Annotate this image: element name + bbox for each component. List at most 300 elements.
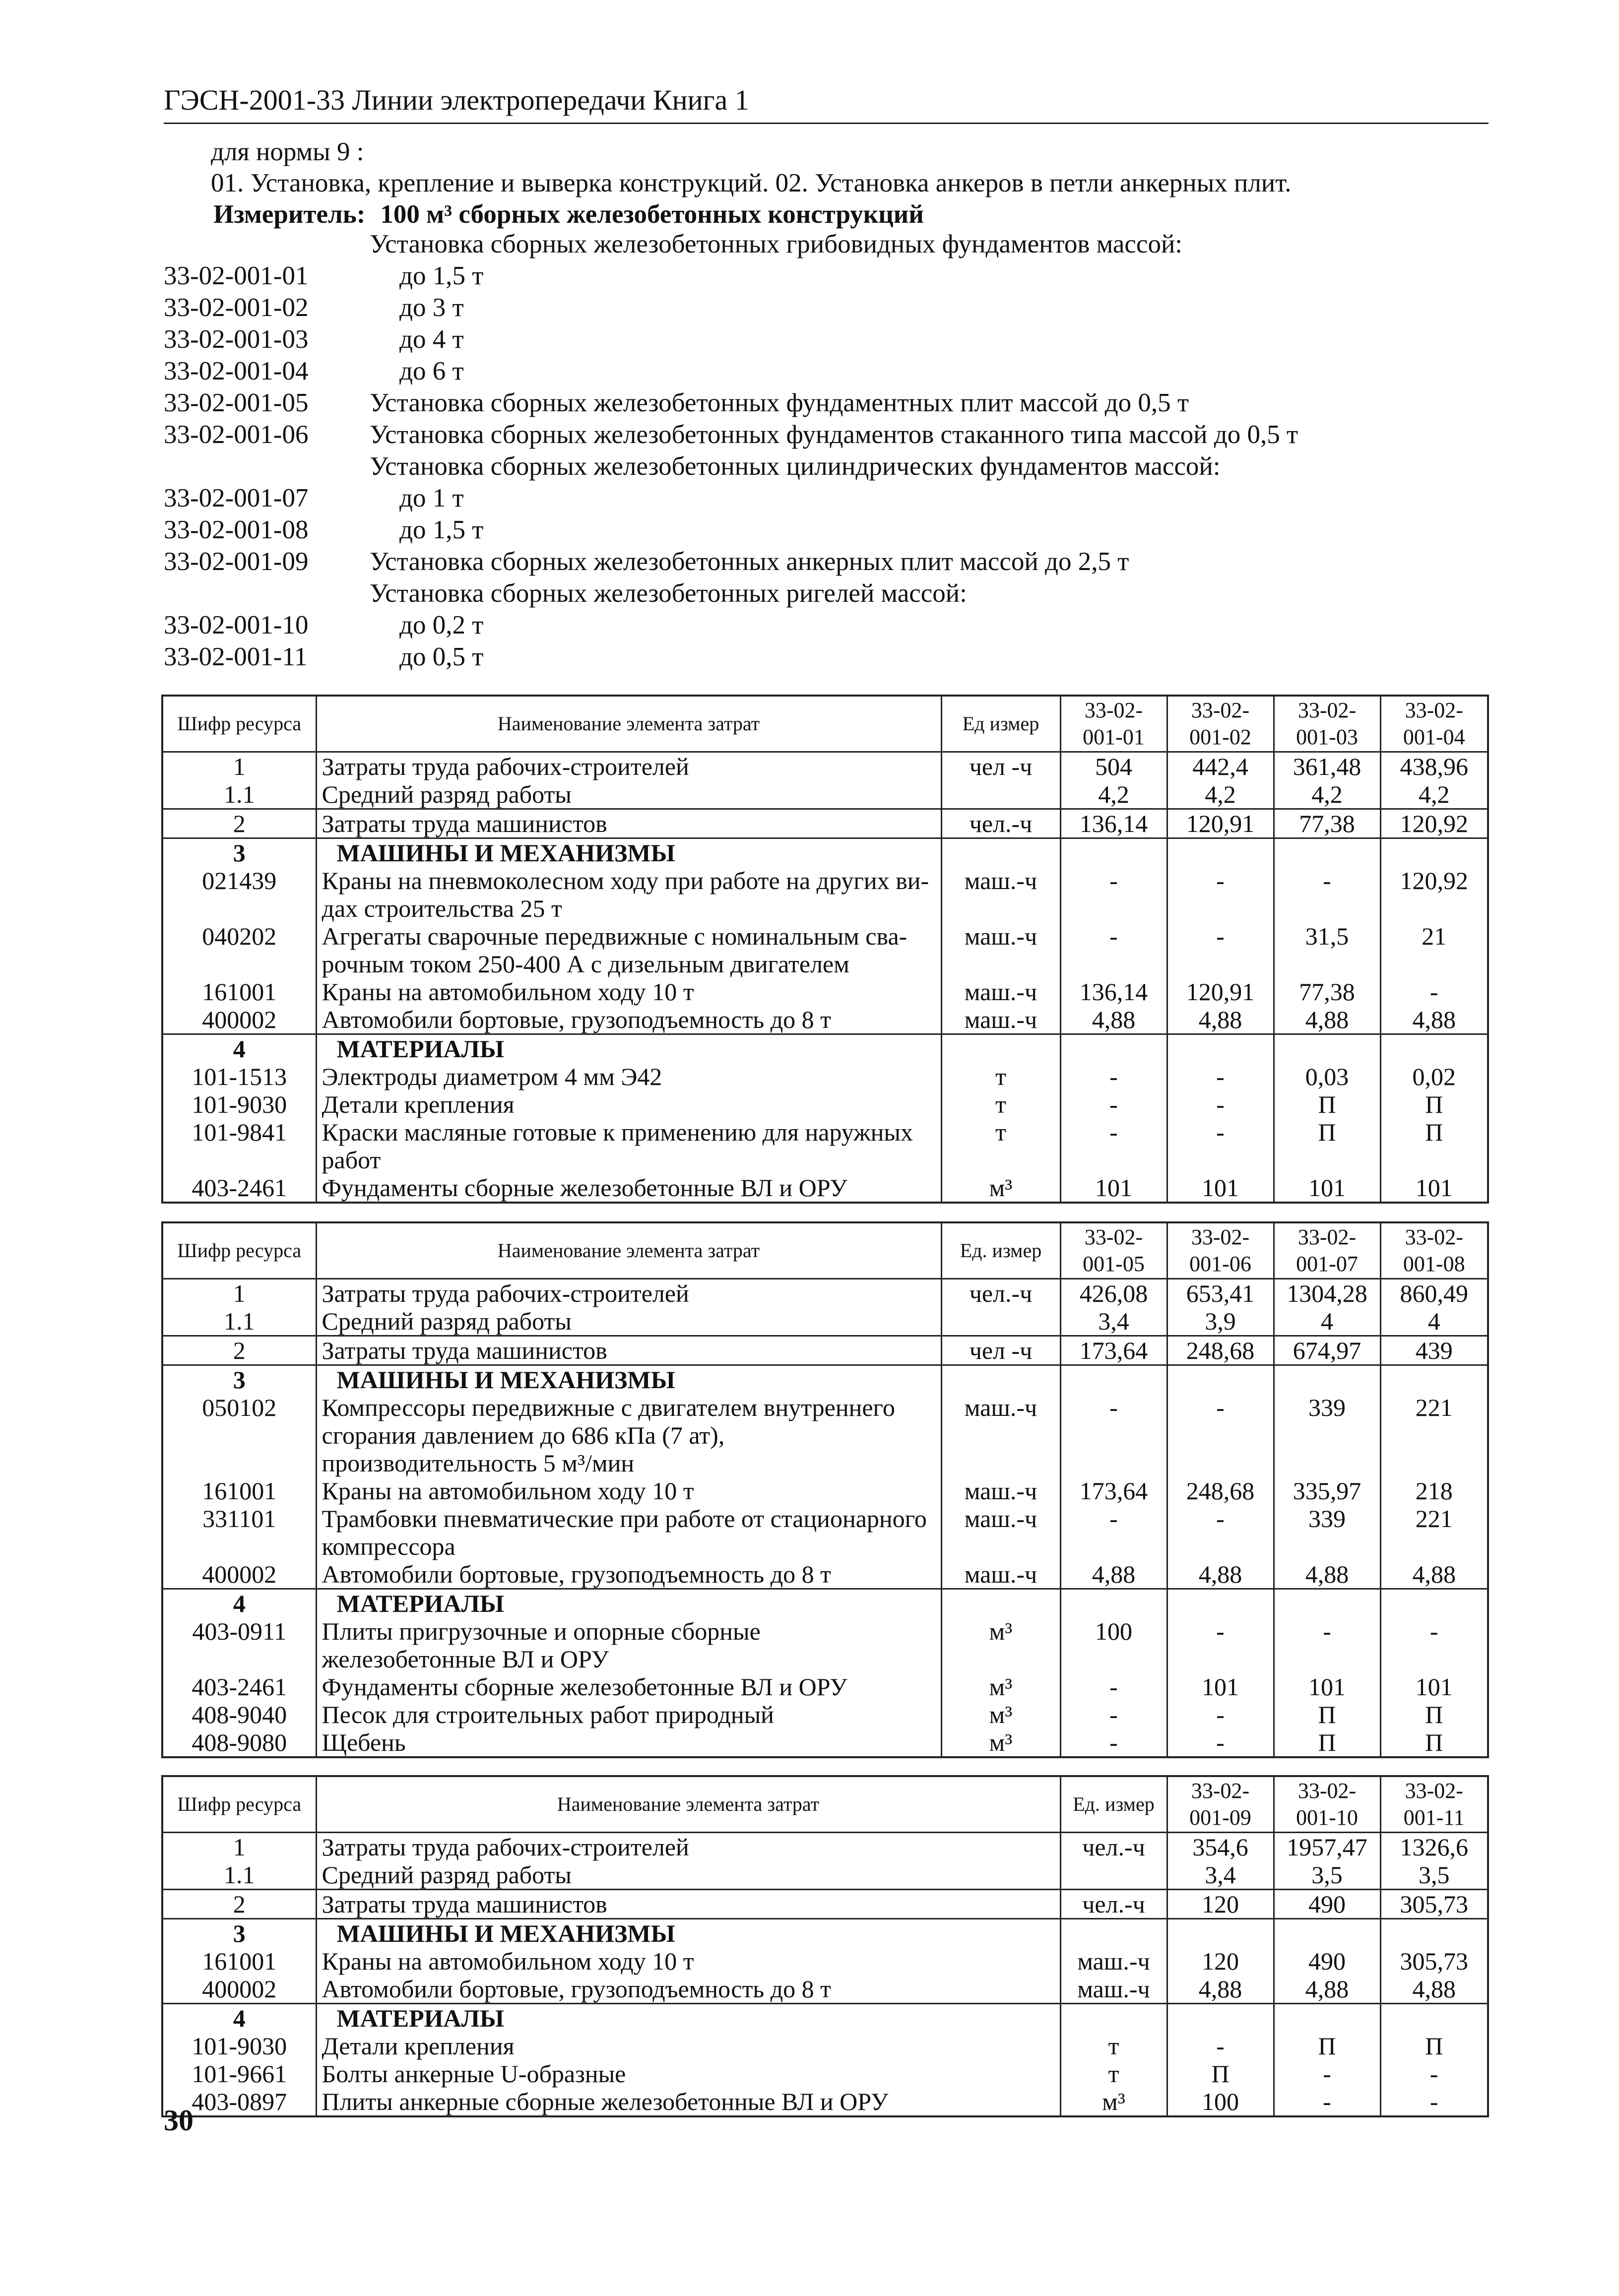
- table-row: [162, 1617, 1488, 1673]
- norm-value: П: [1274, 1118, 1380, 1174]
- resource-name: Автомобили бортовые, грузоподъемность до 8 т: [316, 1006, 941, 1034]
- resource-unit: [941, 838, 1060, 867]
- page-header: ГЭСН-2001-33 Линии электропередачи Книга 1: [164, 83, 1489, 124]
- resource-unit: маш.-ч: [1060, 1947, 1167, 1975]
- norm-value: -: [1380, 1617, 1488, 1673]
- norm-value: [1380, 1034, 1488, 1063]
- table-row: [162, 1589, 1488, 1618]
- norm-value: 120,91: [1167, 809, 1274, 838]
- table-row: [162, 1063, 1488, 1090]
- norm-value: 173,64: [1060, 1477, 1167, 1505]
- norm-value: 100: [1060, 1617, 1167, 1673]
- resource-unit: маш.-ч: [1060, 1975, 1167, 2004]
- norm-value: П: [1380, 1118, 1488, 1174]
- norm-value: П: [1167, 2060, 1274, 2088]
- resource-code: 403-0897: [162, 2088, 316, 2116]
- header-norm-column: 33-02-001-10: [1274, 1776, 1380, 1833]
- norm-value: -: [1060, 1505, 1167, 1560]
- header-norm-column: 33-02-001-11: [1380, 1776, 1488, 1833]
- norm-value: -: [1060, 1063, 1167, 1090]
- resource-code: 1: [162, 752, 316, 781]
- table-row: [162, 752, 1488, 781]
- table-row: [162, 1975, 1488, 2004]
- resource-unit: [941, 1589, 1060, 1618]
- resource-name: Фундаменты сборные железобетонные ВЛ и ОРУ: [316, 1174, 941, 1203]
- resource-code: 400002: [162, 1006, 316, 1034]
- norm-value: 1326,6: [1380, 1833, 1488, 1861]
- norm-code-row: [164, 609, 1503, 641]
- table-row: [162, 1307, 1488, 1336]
- table-row: [162, 2060, 1488, 2088]
- table-row: [162, 1006, 1488, 1034]
- norm-value: 860,49: [1380, 1279, 1488, 1308]
- table-row: [162, 1365, 1488, 1394]
- resource-unit: маш.-ч: [941, 1006, 1060, 1034]
- norm-code-row: [164, 228, 1503, 260]
- resource-name: Затраты труда машинистов: [316, 1336, 941, 1365]
- norm-value: П: [1274, 1728, 1380, 1757]
- norm-value: [1274, 1365, 1380, 1394]
- norm-value: -: [1060, 867, 1167, 922]
- resource-name: Средний разряд работы: [316, 780, 941, 809]
- norm-code-row: [164, 641, 1503, 673]
- norm-value: -: [1167, 922, 1274, 978]
- norm-value: [1274, 1919, 1380, 1948]
- header-unit: Ед. измер: [1060, 1776, 1167, 1833]
- resource-code: 161001: [162, 1477, 316, 1505]
- norm-code-row: [164, 387, 1503, 419]
- norm-value: 4: [1380, 1307, 1488, 1336]
- norm-value: [1060, 1365, 1167, 1394]
- norm-value: 442,4: [1167, 752, 1274, 781]
- resource-code: 2: [162, 1336, 316, 1365]
- resource-code: 403-2461: [162, 1174, 316, 1203]
- resource-unit: [1060, 1919, 1167, 1948]
- resource-name: Трамбовки пневматические при работе от стационарного компрессора: [316, 1505, 941, 1560]
- resource-name: Агрегаты сварочные передвижные с номинальным сва-рочным током 250-400 А с дизельным двигателем: [316, 922, 941, 978]
- norm-value: 439: [1380, 1336, 1488, 1365]
- norm-value: 4,2: [1380, 780, 1488, 809]
- table-row: [162, 1118, 1488, 1174]
- header-norm-column: 33-02-001-09: [1167, 1776, 1274, 1833]
- resource-code: 408-9040: [162, 1701, 316, 1728]
- norm-value: 438,96: [1380, 752, 1488, 781]
- resource-name: Затраты труда рабочих-строителей: [316, 1279, 941, 1308]
- table-header-row: [162, 1222, 1488, 1279]
- resource-unit: маш.-ч: [941, 1560, 1060, 1589]
- norm-value: 101: [1380, 1673, 1488, 1701]
- norm-value: 221: [1380, 1505, 1488, 1560]
- table-row: [162, 1174, 1488, 1203]
- table-row: [162, 1279, 1488, 1308]
- norm-description: до 4 т: [399, 325, 464, 354]
- resource-name: МАТЕРИАЛЫ: [316, 1589, 941, 1618]
- resource-name: Детали крепления: [316, 2032, 1060, 2060]
- table-row: [162, 1701, 1488, 1728]
- resource-name: Песок для строительных работ природный: [316, 1701, 941, 1728]
- norm-value: 4,88: [1060, 1006, 1167, 1034]
- intro-line-1: для нормы 9 :: [211, 137, 364, 166]
- resource-unit: чел.-ч: [941, 809, 1060, 838]
- norm-value: -: [1167, 1701, 1274, 1728]
- resource-name: МАШИНЫ И МЕХАНИЗМЫ: [316, 838, 941, 867]
- norm-code-row: [164, 482, 1503, 514]
- resource-name: Детали крепления: [316, 1090, 941, 1118]
- norm-code-list: [164, 228, 1503, 673]
- norm-description: до 0,5 т: [399, 642, 484, 671]
- norm-value: -: [1060, 1090, 1167, 1118]
- resource-unit: т: [941, 1063, 1060, 1090]
- table-row: [162, 978, 1488, 1006]
- norm-value: [1060, 1589, 1167, 1618]
- norm-value: 120,92: [1380, 809, 1488, 838]
- table-row: [162, 1477, 1488, 1505]
- norm-value: 101: [1167, 1174, 1274, 1203]
- norm-value: 77,38: [1274, 978, 1380, 1006]
- norm-value: 426,08: [1060, 1279, 1167, 1308]
- norm-value: 4,88: [1060, 1560, 1167, 1589]
- norm-value: 221: [1380, 1394, 1488, 1477]
- intro-line-2: 01. Установка, крепление и выверка конструкций. 02. Установка анкеров в петли анкерных плит.: [211, 169, 1292, 197]
- norm-value: 4,88: [1274, 1006, 1380, 1034]
- resource-code: 2: [162, 1890, 316, 1919]
- resource-name: Затраты труда рабочих-строителей: [316, 1833, 1060, 1861]
- norm-code: 33-02-001-03: [164, 325, 309, 354]
- resource-code: 101-9841: [162, 1118, 316, 1174]
- resource-unit: маш.-ч: [941, 922, 1060, 978]
- norm-value: [1274, 1034, 1380, 1063]
- norm-value: -: [1167, 1063, 1274, 1090]
- norm-value: -: [1167, 867, 1274, 922]
- resource-name: МАТЕРИАЛЫ: [316, 1034, 941, 1063]
- norm-value: 120: [1167, 1947, 1274, 1975]
- resource-name: Плиты анкерные сборные железобетонные ВЛ и ОРУ: [316, 2088, 1060, 2116]
- norm-description: Установка сборных железобетонных фундаментов стаканного типа массой до 0,5 т: [370, 420, 1298, 449]
- norm-code: 33-02-001-04: [164, 357, 309, 385]
- table-row: [162, 1890, 1488, 1919]
- norm-value: 101: [1060, 1174, 1167, 1203]
- table-row: [162, 838, 1488, 867]
- table-row: [162, 1673, 1488, 1701]
- norm-value: 305,73: [1380, 1947, 1488, 1975]
- norm-value: П: [1380, 1701, 1488, 1728]
- resource-unit: маш.-ч: [941, 1505, 1060, 1560]
- table-row: [162, 922, 1488, 978]
- header-norm-column: 33-02-001-04: [1380, 696, 1488, 752]
- header-norm-column: 33-02-001-05: [1060, 1222, 1167, 1279]
- norm-code-row: [164, 260, 1503, 292]
- resource-unit: чел.-ч: [1060, 1833, 1167, 1861]
- table-row: [162, 1394, 1488, 1477]
- norm-value: 4: [1274, 1307, 1380, 1336]
- resource-code: 1.1: [162, 780, 316, 809]
- norm-value: -: [1380, 2060, 1488, 2088]
- resource-code: 400002: [162, 1560, 316, 1589]
- resource-name: Средний разряд работы: [316, 1307, 941, 1336]
- norm-value: -: [1380, 978, 1488, 1006]
- norm-code: 33-02-001-02: [164, 293, 309, 322]
- norm-value: 4,2: [1060, 780, 1167, 809]
- header-norm-column: 33-02-001-07: [1274, 1222, 1380, 1279]
- norm-value: -: [1167, 1090, 1274, 1118]
- norm-code: [164, 577, 370, 609]
- norm-value: 504: [1060, 752, 1167, 781]
- norm-value: 4,88: [1167, 1975, 1274, 2004]
- norm-value: [1167, 1365, 1274, 1394]
- resource-unit: [1060, 1861, 1167, 1890]
- measure-text: 100 м³ сборных железобетонных конструкций: [380, 200, 924, 229]
- header-name: Наименование элемента затрат: [316, 1222, 941, 1279]
- resource-name: Средний разряд работы: [316, 1861, 1060, 1890]
- resource-unit: чел -ч: [941, 752, 1060, 781]
- resource-table-1: [161, 695, 1489, 1204]
- resource-code: 3: [162, 1365, 316, 1394]
- table-row: [162, 1560, 1488, 1589]
- norm-value: [1274, 2004, 1380, 2033]
- norm-value: 120: [1167, 1890, 1274, 1919]
- norm-value: П: [1274, 1090, 1380, 1118]
- resource-name: Краны на автомобильном ходу 10 т: [316, 978, 941, 1006]
- norm-description: до 6 т: [399, 357, 464, 385]
- norm-code-row: [164, 546, 1503, 577]
- resource-code: 408-9080: [162, 1728, 316, 1757]
- table-row: [162, 2004, 1488, 2033]
- resource-code: 040202: [162, 922, 316, 978]
- resource-code: 161001: [162, 978, 316, 1006]
- norm-value: 248,68: [1167, 1336, 1274, 1365]
- norm-value: П: [1380, 1728, 1488, 1757]
- norm-code-row: [164, 514, 1503, 546]
- norm-value: 101: [1380, 1174, 1488, 1203]
- norm-description: до 1,5 т: [399, 515, 484, 544]
- norm-value: -: [1274, 867, 1380, 922]
- table-row: [162, 1336, 1488, 1365]
- norm-value: 3,4: [1060, 1307, 1167, 1336]
- table-row: [162, 809, 1488, 838]
- norm-value: [1380, 1589, 1488, 1618]
- table-row: [162, 1947, 1488, 1975]
- resource-name: Щебень: [316, 1728, 941, 1757]
- resource-code: 2: [162, 809, 316, 838]
- norm-code-row: [164, 419, 1503, 450]
- norm-value: 120,91: [1167, 978, 1274, 1006]
- norm-value: 0,02: [1380, 1063, 1488, 1090]
- resource-unit: т: [941, 1118, 1060, 1174]
- norm-value: 1957,47: [1274, 1833, 1380, 1861]
- norm-value: 120,92: [1380, 867, 1488, 922]
- norm-value: 4,88: [1167, 1006, 1274, 1034]
- header-code: Шифр ресурса: [162, 1776, 316, 1833]
- norm-value: 4,88: [1274, 1560, 1380, 1589]
- resource-name: Фундаменты сборные железобетонные ВЛ и ОРУ: [316, 1673, 941, 1701]
- resource-name: Краны на пневмоколесном ходу при работе на других ви-дах строительства 25 т: [316, 867, 941, 922]
- table-row: [162, 780, 1488, 809]
- norm-code: 33-02-001-11: [164, 642, 308, 671]
- norm-value: -: [1167, 1505, 1274, 1560]
- resource-unit: [941, 780, 1060, 809]
- resource-unit: маш.-ч: [941, 978, 1060, 1006]
- norm-value: 4,88: [1380, 1006, 1488, 1034]
- measure-label: Измеритель:: [213, 200, 366, 229]
- resource-name: Затраты труда машинистов: [316, 1890, 1060, 1919]
- resource-table-3: [161, 1775, 1489, 2117]
- resource-name: МАШИНЫ И МЕХАНИЗМЫ: [316, 1365, 941, 1394]
- norm-value: 0,03: [1274, 1063, 1380, 1090]
- norm-value: 101: [1167, 1673, 1274, 1701]
- resource-code: 101-9030: [162, 1090, 316, 1118]
- norm-code-row: [164, 577, 1503, 609]
- norm-value: 3,5: [1274, 1861, 1380, 1890]
- resource-name: Краски масляные готовые к применению для наружных работ: [316, 1118, 941, 1174]
- resource-code: 3: [162, 1919, 316, 1948]
- resource-unit: т: [1060, 2060, 1167, 2088]
- norm-code: 33-02-001-08: [164, 515, 309, 544]
- norm-value: [1167, 1034, 1274, 1063]
- norm-value: [1060, 838, 1167, 867]
- norm-code-row: [164, 323, 1503, 355]
- resource-unit: [1060, 2004, 1167, 2033]
- norm-value: [1380, 838, 1488, 867]
- table-row: [162, 1861, 1488, 1890]
- resource-code: 1: [162, 1833, 316, 1861]
- norm-value: -: [1167, 2032, 1274, 2060]
- norm-description: до 1 т: [399, 484, 464, 512]
- norm-description: Установка сборных железобетонных анкерных плит массой до 2,5 т: [370, 547, 1129, 576]
- norm-value: -: [1274, 2060, 1380, 2088]
- table-row: [162, 2032, 1488, 2060]
- header-norm-column: 33-02-001-06: [1167, 1222, 1274, 1279]
- norm-value: -: [1060, 1394, 1167, 1477]
- resource-unit: маш.-ч: [941, 867, 1060, 922]
- resource-unit: м³: [941, 1728, 1060, 1757]
- norm-value: П: [1380, 1090, 1488, 1118]
- resource-name: Автомобили бортовые, грузоподъемность до 8 т: [316, 1560, 941, 1589]
- header-unit: Ед. измер: [941, 1222, 1060, 1279]
- norm-value: 361,48: [1274, 752, 1380, 781]
- resource-code: 4: [162, 1589, 316, 1618]
- norm-value: [1167, 1589, 1274, 1618]
- resource-name: Краны на автомобильном ходу 10 т: [316, 1947, 1060, 1975]
- norm-code: 33-02-001-06: [164, 420, 309, 449]
- norm-value: 3,9: [1167, 1307, 1274, 1336]
- norm-value: [1167, 1919, 1274, 1948]
- norm-value: 1304,28: [1274, 1279, 1380, 1308]
- resource-unit: м³: [941, 1701, 1060, 1728]
- resource-code: 3: [162, 838, 316, 867]
- resource-code: 050102: [162, 1394, 316, 1477]
- norm-value: 218: [1380, 1477, 1488, 1505]
- table-row: [162, 1505, 1488, 1560]
- resource-name: МАШИНЫ И МЕХАНИЗМЫ: [316, 1919, 1060, 1948]
- norm-value: 31,5: [1274, 922, 1380, 978]
- resource-unit: маш.-ч: [941, 1477, 1060, 1505]
- resource-code: 4: [162, 1034, 316, 1063]
- norm-value: 305,73: [1380, 1890, 1488, 1919]
- norm-code: 33-02-001-07: [164, 484, 309, 512]
- header-code: Шифр ресурса: [162, 696, 316, 752]
- header-name: Наименование элемента затрат: [316, 1776, 1060, 1833]
- norm-value: 173,64: [1060, 1336, 1167, 1365]
- resource-unit: [941, 1307, 1060, 1336]
- resource-name: Болты анкерные U-образные: [316, 2060, 1060, 2088]
- resource-name: Автомобили бортовые, грузоподъемность до 8 т: [316, 1975, 1060, 2004]
- norm-value: 136,14: [1060, 809, 1167, 838]
- norm-value: 4,2: [1167, 780, 1274, 809]
- resource-unit: [941, 1034, 1060, 1063]
- norm-value: [1380, 1365, 1488, 1394]
- norm-description: до 1,5 т: [399, 261, 484, 290]
- norm-code-row: [164, 355, 1503, 387]
- measure-line: [164, 199, 1503, 230]
- resource-code: 1.1: [162, 1861, 316, 1890]
- resource-code: 101-9661: [162, 2060, 316, 2088]
- resource-code: 400002: [162, 1975, 316, 2004]
- norm-value: 4,88: [1380, 1560, 1488, 1589]
- norm-code: 33-02-001-01: [164, 261, 309, 290]
- resource-unit: чел -ч: [941, 1336, 1060, 1365]
- norm-value: -: [1060, 1673, 1167, 1701]
- norm-value: -: [1060, 922, 1167, 978]
- table-row: [162, 1090, 1488, 1118]
- resource-unit: т: [941, 1090, 1060, 1118]
- resource-name: Краны на автомобильном ходу 10 т: [316, 1477, 941, 1505]
- resource-unit: чел.-ч: [941, 1279, 1060, 1308]
- norm-value: 3,5: [1380, 1861, 1488, 1890]
- norm-code: 33-02-001-05: [164, 388, 309, 417]
- resource-table-2: [161, 1221, 1489, 1758]
- resource-name: Плиты пригрузочные и опорные сборные железобетонные ВЛ и ОРУ: [316, 1617, 941, 1673]
- norm-description: Установка сборных железобетонных цилиндрических фундаментов массой:: [370, 452, 1221, 481]
- page-number: 30: [164, 2104, 194, 2137]
- table-header-row: [162, 696, 1488, 752]
- resource-name: Затраты труда рабочих-строителей: [316, 752, 941, 781]
- resource-unit: м³: [941, 1673, 1060, 1701]
- norm-description: Установка сборных железобетонных фундаментных плит массой до 0,5 т: [370, 388, 1189, 417]
- resource-unit: м³: [941, 1174, 1060, 1203]
- norm-value: 21: [1380, 922, 1488, 978]
- norm-value: -: [1167, 1394, 1274, 1477]
- norm-code: [164, 228, 370, 260]
- norm-value: П: [1380, 2032, 1488, 2060]
- norm-value: -: [1167, 1617, 1274, 1673]
- resource-unit: [941, 1365, 1060, 1394]
- norm-code: 33-02-001-10: [164, 611, 309, 639]
- resource-name: Компрессоры передвижные с двигателем внутреннего сгорания давлением до 686 кПа (7 ат), производительность 5 м³/мин: [316, 1394, 941, 1477]
- resource-code: 1: [162, 1279, 316, 1308]
- norm-value: 335,97: [1274, 1477, 1380, 1505]
- table-header-row: [162, 1776, 1488, 1833]
- norm-value: -: [1060, 1118, 1167, 1174]
- norm-value: [1380, 2004, 1488, 2033]
- resource-unit: чел.-ч: [1060, 1890, 1167, 1919]
- norm-value: 354,6: [1167, 1833, 1274, 1861]
- norm-value: [1380, 1919, 1488, 1948]
- resource-name: Электроды диаметром 4 мм Э42: [316, 1063, 941, 1090]
- table-row: [162, 1728, 1488, 1757]
- norm-value: -: [1060, 1701, 1167, 1728]
- norm-code: 33-02-001-09: [164, 547, 309, 576]
- norm-value: 339: [1274, 1394, 1380, 1477]
- norm-value: 3,4: [1167, 1861, 1274, 1890]
- norm-value: [1060, 1034, 1167, 1063]
- norm-description: до 0,2 т: [399, 611, 484, 639]
- resource-code: 161001: [162, 1947, 316, 1975]
- norm-value: 674,97: [1274, 1336, 1380, 1365]
- norm-value: -: [1167, 1728, 1274, 1757]
- header-unit: Ед измер: [941, 696, 1060, 752]
- table-row: [162, 1034, 1488, 1063]
- resource-code: 021439: [162, 867, 316, 922]
